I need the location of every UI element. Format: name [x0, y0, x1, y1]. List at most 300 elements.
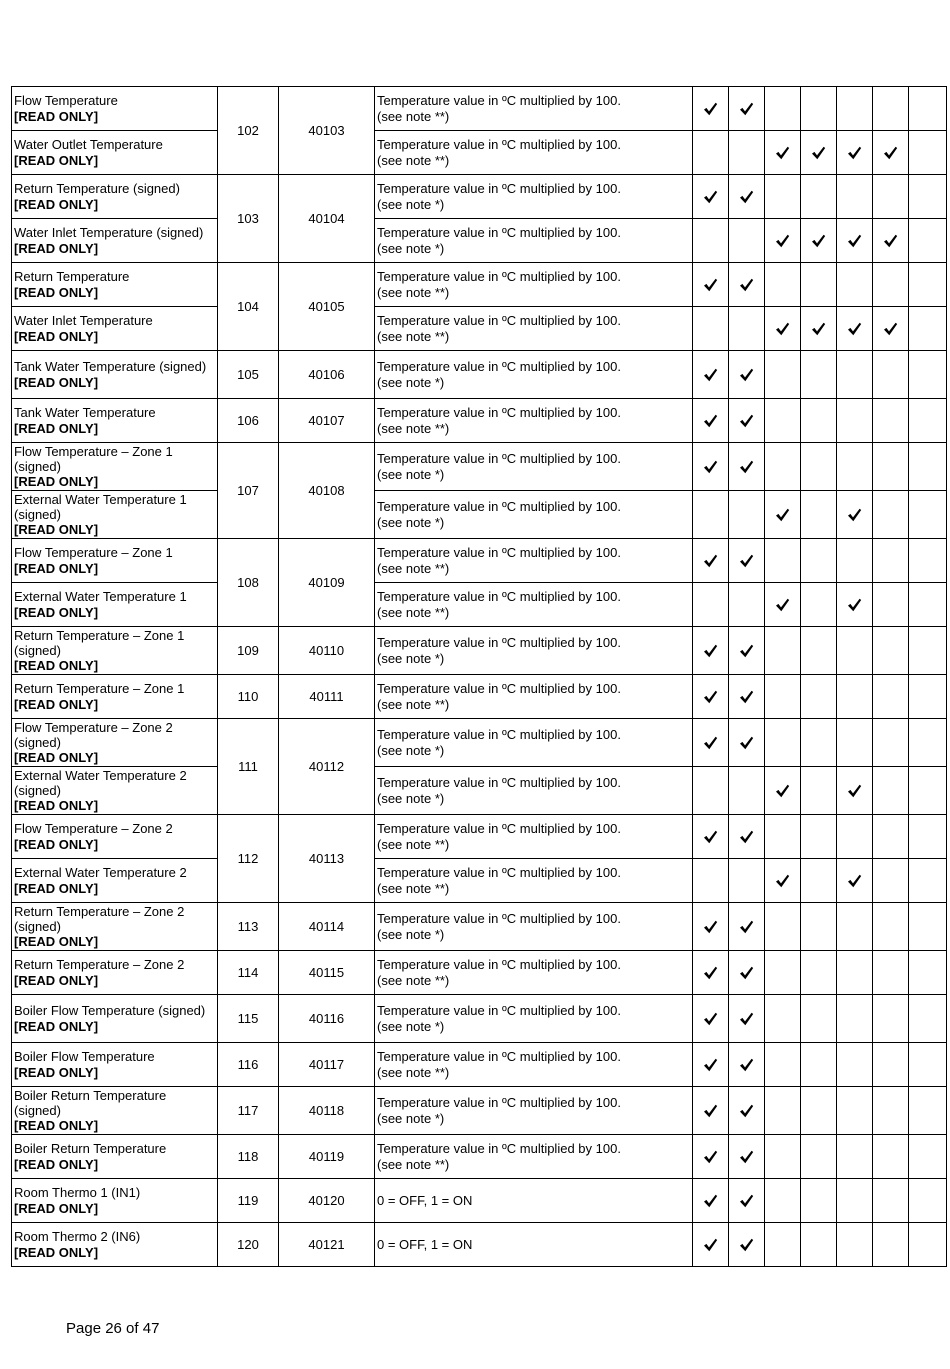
compatibility-cell	[729, 995, 765, 1043]
parameter-name-cell	[12, 491, 218, 539]
parameter-name: Boiler Return Temperature	[14, 1141, 167, 1157]
compatibility-cell	[765, 675, 801, 719]
compatibility-cell	[693, 399, 729, 443]
compatibility-cell	[909, 627, 947, 675]
parameter-name-cell	[12, 351, 218, 399]
parameter-name-cell	[12, 583, 218, 627]
compatibility-cell	[801, 583, 837, 627]
access-label: [READ ONLY]	[14, 1118, 99, 1134]
compatibility-cell	[837, 1043, 873, 1087]
description-cell	[375, 1179, 693, 1223]
access-label: [READ ONLY]	[14, 696, 99, 712]
compatibility-cell	[765, 87, 801, 131]
parameter-name-cell	[12, 903, 218, 951]
description-text: Temperature value in ºC multiplied by 100.	[377, 821, 621, 837]
compatibility-cell	[693, 443, 729, 491]
parameter-name-cell	[12, 675, 218, 719]
checkmark-icon	[847, 146, 862, 160]
checkmark-icon	[703, 554, 718, 568]
compatibility-cell	[729, 1043, 765, 1087]
compatibility-cell	[873, 443, 909, 491]
parameter-name-cell	[12, 539, 218, 583]
compatibility-cell	[801, 1043, 837, 1087]
table-row	[12, 131, 947, 175]
parameter-name: Water Inlet Temperature	[14, 313, 153, 329]
checkmark-icon	[739, 460, 754, 474]
parameter-name: Tank Water Temperature	[14, 405, 156, 421]
parameter-name: Boiler Flow Temperature	[14, 1049, 155, 1065]
compatibility-cell	[909, 1223, 947, 1267]
compatibility-cell	[729, 175, 765, 219]
compatibility-cell	[729, 859, 765, 903]
parameter-name: Tank Water Temperature (signed)	[14, 359, 207, 375]
compatibility-cell	[873, 951, 909, 995]
compatibility-cell	[837, 307, 873, 351]
compatibility-cell	[801, 815, 837, 859]
compatibility-cell	[765, 627, 801, 675]
table-row	[12, 351, 947, 399]
page-number: Page 26 of 47	[66, 1320, 160, 1337]
description-cell	[375, 951, 693, 995]
parameter-name-cell	[12, 1223, 218, 1267]
compatibility-cell	[693, 719, 729, 767]
checkmark-icon	[883, 234, 898, 248]
description-text: Temperature value in ºC multiplied by 100.	[377, 865, 621, 881]
compatibility-cell	[801, 627, 837, 675]
description-text: Temperature value in ºC multiplied by 100.	[377, 635, 621, 651]
compatibility-cell	[909, 815, 947, 859]
description-note: (see note **)	[377, 108, 450, 124]
compatibility-cell	[909, 995, 947, 1043]
parameter-name-cell	[12, 399, 218, 443]
compatibility-cell	[801, 351, 837, 399]
checkmark-icon	[847, 874, 862, 888]
compatibility-cell	[837, 443, 873, 491]
register-number: 115	[218, 995, 279, 1043]
parameter-name: Return Temperature – Zone 1	[14, 681, 185, 697]
access-label: [READ ONLY]	[14, 374, 99, 390]
compatibility-cell	[801, 175, 837, 219]
table-row	[12, 539, 947, 583]
checkmark-icon	[739, 830, 754, 844]
compatibility-cell	[765, 903, 801, 951]
compatibility-cell	[873, 307, 909, 351]
description-cell	[375, 491, 693, 539]
access-label: [READ ONLY]	[14, 880, 99, 896]
compatibility-cell	[837, 131, 873, 175]
description-text: Temperature value in ºC multiplied by 100.	[377, 727, 621, 743]
compatibility-cell	[801, 491, 837, 539]
compatibility-cell	[909, 539, 947, 583]
table-row	[12, 719, 947, 767]
description-cell	[375, 539, 693, 583]
description-note: (see note *)	[377, 650, 445, 666]
description-cell	[375, 675, 693, 719]
parameter-name-cell	[12, 859, 218, 903]
access-label: [READ ONLY]	[14, 108, 99, 124]
modbus-address: 40110	[279, 627, 375, 675]
register-table	[11, 86, 947, 1267]
compatibility-cell	[765, 767, 801, 815]
compatibility-cell	[909, 263, 947, 307]
compatibility-cell	[801, 219, 837, 263]
parameter-name: Boiler Flow Temperature (signed)	[14, 1003, 206, 1019]
description-text: 0 = OFF, 1 = ON	[377, 1192, 473, 1208]
compatibility-cell	[873, 627, 909, 675]
compatibility-cell	[693, 1179, 729, 1223]
description-note: (see note *)	[377, 1110, 445, 1126]
compatibility-cell	[837, 1179, 873, 1223]
modbus-address: 40117	[279, 1043, 375, 1087]
checkmark-icon	[703, 190, 718, 204]
table-row	[12, 443, 947, 491]
compatibility-cell	[909, 903, 947, 951]
compatibility-cell	[693, 175, 729, 219]
compatibility-cell	[837, 351, 873, 399]
checkmark-icon	[847, 784, 862, 798]
modbus-address: 40121	[279, 1223, 375, 1267]
checkmark-icon	[739, 278, 754, 292]
compatibility-cell	[729, 219, 765, 263]
modbus-address: 40108	[279, 443, 375, 539]
modbus-address: 40103	[279, 87, 375, 175]
modbus-address: 40109	[279, 539, 375, 627]
description-cell	[375, 1087, 693, 1135]
modbus-address: 40106	[279, 351, 375, 399]
parameter-name: Boiler Return Temperature (signed)	[14, 1087, 167, 1118]
compatibility-cell	[909, 951, 947, 995]
description-cell	[375, 859, 693, 903]
register-number: 109	[218, 627, 279, 675]
access-label: [READ ONLY]	[14, 420, 99, 436]
table-row	[12, 675, 947, 719]
table-row	[12, 175, 947, 219]
compatibility-cell	[765, 1135, 801, 1179]
access-label: [READ ONLY]	[14, 1244, 99, 1260]
compatibility-cell	[873, 1135, 909, 1179]
parameter-name-cell	[12, 1135, 218, 1179]
compatibility-cell	[693, 87, 729, 131]
compatibility-cell	[693, 815, 729, 859]
parameter-name-cell	[12, 767, 218, 815]
compatibility-cell	[693, 951, 729, 995]
description-text: Temperature value in ºC multiplied by 100.	[377, 911, 621, 927]
compatibility-cell	[801, 1087, 837, 1135]
description-cell	[375, 1223, 693, 1267]
compatibility-cell	[909, 131, 947, 175]
checkmark-icon	[739, 1150, 754, 1164]
checkmark-icon	[775, 146, 790, 160]
checkmark-icon	[703, 1194, 718, 1208]
compatibility-cell	[729, 1179, 765, 1223]
compatibility-cell	[873, 1223, 909, 1267]
checkmark-icon	[775, 322, 790, 336]
modbus-address: 40119	[279, 1135, 375, 1179]
access-label: [READ ONLY]	[14, 1200, 99, 1216]
compatibility-cell	[909, 675, 947, 719]
compatibility-cell	[801, 767, 837, 815]
description-text: Temperature value in ºC multiplied by 100.	[377, 269, 621, 285]
parameter-name-cell	[12, 1179, 218, 1223]
checkmark-icon	[775, 508, 790, 522]
compatibility-cell	[837, 951, 873, 995]
checkmark-icon	[739, 554, 754, 568]
description-text: Temperature value in ºC multiplied by 100.	[377, 1141, 621, 1157]
compatibility-cell	[729, 951, 765, 995]
checkmark-icon	[883, 146, 898, 160]
table-row	[12, 859, 947, 903]
parameter-name-cell	[12, 307, 218, 351]
modbus-address: 40107	[279, 399, 375, 443]
description-note: (see note **)	[377, 152, 450, 168]
description-text: Temperature value in ºC multiplied by 100.	[377, 181, 621, 197]
parameter-name: Return Temperature – Zone 2	[14, 957, 185, 973]
compatibility-cell	[765, 307, 801, 351]
access-label: [READ ONLY]	[14, 328, 99, 344]
access-label: [READ ONLY]	[14, 604, 99, 620]
compatibility-cell	[765, 1223, 801, 1267]
compatibility-cell	[693, 903, 729, 951]
compatibility-cell	[873, 539, 909, 583]
parameter-name-cell	[12, 219, 218, 263]
checkmark-icon	[811, 234, 826, 248]
compatibility-cell	[909, 859, 947, 903]
compatibility-cell	[873, 903, 909, 951]
checkmark-icon	[847, 598, 862, 612]
compatibility-cell	[765, 583, 801, 627]
modbus-address: 40105	[279, 263, 375, 351]
compatibility-cell	[801, 443, 837, 491]
description-cell	[375, 1135, 693, 1179]
description-note: (see note *)	[377, 790, 445, 806]
compatibility-cell	[837, 859, 873, 903]
table-row	[12, 1179, 947, 1223]
compatibility-cell	[729, 491, 765, 539]
compatibility-cell	[729, 131, 765, 175]
compatibility-cell	[729, 87, 765, 131]
compatibility-cell	[837, 627, 873, 675]
compatibility-cell	[729, 675, 765, 719]
parameter-name: External Water Temperature 2	[14, 865, 187, 881]
register-number: 117	[218, 1087, 279, 1135]
compatibility-cell	[801, 1179, 837, 1223]
description-note: (see note **)	[377, 696, 450, 712]
checkmark-icon	[739, 1012, 754, 1026]
compatibility-cell	[909, 491, 947, 539]
parameter-name-cell	[12, 443, 218, 491]
modbus-address: 40116	[279, 995, 375, 1043]
compatibility-cell	[837, 263, 873, 307]
compatibility-cell	[765, 995, 801, 1043]
description-cell	[375, 131, 693, 175]
access-label: [READ ONLY]	[14, 750, 99, 766]
checkmark-icon	[703, 690, 718, 704]
compatibility-cell	[729, 1223, 765, 1267]
checkmark-icon	[739, 368, 754, 382]
description-cell	[375, 583, 693, 627]
description-note: (see note **)	[377, 284, 450, 300]
description-text: Temperature value in ºC multiplied by 100.	[377, 681, 621, 697]
checkmark-icon	[847, 322, 862, 336]
table-row	[12, 1223, 947, 1267]
register-number: 116	[218, 1043, 279, 1087]
description-text: Temperature value in ºC multiplied by 100.	[377, 957, 621, 973]
description-note: (see note *)	[377, 1018, 445, 1034]
description-note: (see note *)	[377, 742, 445, 758]
description-text: Temperature value in ºC multiplied by 100.	[377, 545, 621, 561]
description-note: (see note *)	[377, 240, 445, 256]
compatibility-cell	[909, 219, 947, 263]
access-label: [READ ONLY]	[14, 474, 99, 490]
parameter-name: Water Inlet Temperature (signed)	[14, 225, 204, 241]
compatibility-cell	[729, 627, 765, 675]
compatibility-cell	[909, 1135, 947, 1179]
compatibility-cell	[729, 767, 765, 815]
parameter-name-cell	[12, 175, 218, 219]
description-cell	[375, 351, 693, 399]
description-text: Temperature value in ºC multiplied by 100.	[377, 93, 621, 109]
compatibility-cell	[873, 491, 909, 539]
register-number: 112	[218, 815, 279, 903]
description-cell	[375, 263, 693, 307]
checkmark-icon	[847, 508, 862, 522]
description-cell	[375, 815, 693, 859]
compatibility-cell	[909, 399, 947, 443]
parameter-name-cell	[12, 815, 218, 859]
compatibility-cell	[729, 399, 765, 443]
compatibility-cell	[801, 1223, 837, 1267]
description-cell	[375, 443, 693, 491]
description-note: (see note **)	[377, 604, 450, 620]
compatibility-cell	[837, 719, 873, 767]
compatibility-cell	[801, 951, 837, 995]
compatibility-cell	[729, 583, 765, 627]
register-number: 106	[218, 399, 279, 443]
checkmark-icon	[739, 414, 754, 428]
compatibility-cell	[729, 903, 765, 951]
description-text: Temperature value in ºC multiplied by 100.	[377, 225, 621, 241]
compatibility-cell	[765, 399, 801, 443]
compatibility-cell	[873, 219, 909, 263]
checkmark-icon	[739, 1238, 754, 1252]
compatibility-cell	[909, 1043, 947, 1087]
description-note: (see note *)	[377, 196, 445, 212]
compatibility-cell	[801, 995, 837, 1043]
parameter-name: Room Thermo 2 (IN6)	[14, 1229, 141, 1245]
parameter-name-cell	[12, 1043, 218, 1087]
register-number: 118	[218, 1135, 279, 1179]
checkmark-icon	[847, 234, 862, 248]
checkmark-icon	[739, 190, 754, 204]
compatibility-cell	[873, 815, 909, 859]
access-label: [READ ONLY]	[14, 972, 99, 988]
parameter-name-cell	[12, 1087, 218, 1135]
compatibility-cell	[873, 131, 909, 175]
checkmark-icon	[703, 736, 718, 750]
table-row	[12, 1087, 947, 1135]
register-number: 113	[218, 903, 279, 951]
description-cell	[375, 307, 693, 351]
compatibility-cell	[765, 443, 801, 491]
checkmark-icon	[703, 1150, 718, 1164]
compatibility-cell	[765, 263, 801, 307]
parameter-name: Flow Temperature – Zone 1 (signed)	[14, 443, 173, 474]
table-row	[12, 87, 947, 131]
modbus-address: 40118	[279, 1087, 375, 1135]
description-cell	[375, 1043, 693, 1087]
checkmark-icon	[703, 278, 718, 292]
compatibility-cell	[837, 675, 873, 719]
parameter-name-cell	[12, 87, 218, 131]
table-row	[12, 951, 947, 995]
table-row	[12, 583, 947, 627]
access-label: [READ ONLY]	[14, 658, 99, 674]
table-body	[12, 87, 947, 1267]
table-row	[12, 995, 947, 1043]
table-row	[12, 263, 947, 307]
table-row	[12, 903, 947, 951]
compatibility-cell	[837, 903, 873, 951]
access-label: [READ ONLY]	[14, 560, 99, 576]
compatibility-cell	[837, 815, 873, 859]
modbus-address: 40104	[279, 175, 375, 263]
checkmark-icon	[811, 322, 826, 336]
description-note: (see note *)	[377, 374, 445, 390]
checkmark-icon	[703, 414, 718, 428]
description-note: (see note **)	[377, 836, 450, 852]
compatibility-cell	[693, 219, 729, 263]
description-note: (see note **)	[377, 328, 450, 344]
compatibility-cell	[693, 583, 729, 627]
description-note: (see note **)	[377, 880, 450, 896]
parameter-name-cell	[12, 951, 218, 995]
compatibility-cell	[909, 1087, 947, 1135]
description-text: Temperature value in ºC multiplied by 100.	[377, 1095, 621, 1111]
parameter-name: Return Temperature (signed)	[14, 181, 180, 197]
access-label: [READ ONLY]	[14, 522, 99, 538]
compatibility-cell	[873, 351, 909, 399]
checkmark-icon	[703, 920, 718, 934]
compatibility-cell	[801, 307, 837, 351]
compatibility-cell	[693, 675, 729, 719]
compatibility-cell	[873, 583, 909, 627]
parameter-name: External Water Temperature 2 (signed)	[14, 767, 187, 798]
modbus-address: 40113	[279, 815, 375, 903]
compatibility-cell	[873, 767, 909, 815]
description-text: Temperature value in ºC multiplied by 100.	[377, 1049, 621, 1065]
compatibility-cell	[693, 131, 729, 175]
compatibility-cell	[765, 351, 801, 399]
compatibility-cell	[873, 995, 909, 1043]
compatibility-cell	[873, 263, 909, 307]
compatibility-cell	[873, 675, 909, 719]
compatibility-cell	[729, 1087, 765, 1135]
compatibility-cell	[693, 1087, 729, 1135]
description-note: (see note **)	[377, 1156, 450, 1172]
description-cell	[375, 399, 693, 443]
description-cell	[375, 175, 693, 219]
checkmark-icon	[703, 1012, 718, 1026]
compatibility-cell	[801, 87, 837, 131]
table-row	[12, 399, 947, 443]
checkmark-icon	[775, 598, 790, 612]
modbus-address: 40114	[279, 903, 375, 951]
compatibility-cell	[801, 399, 837, 443]
table-row	[12, 767, 947, 815]
compatibility-cell	[909, 719, 947, 767]
checkmark-icon	[739, 966, 754, 980]
register-number: 120	[218, 1223, 279, 1267]
